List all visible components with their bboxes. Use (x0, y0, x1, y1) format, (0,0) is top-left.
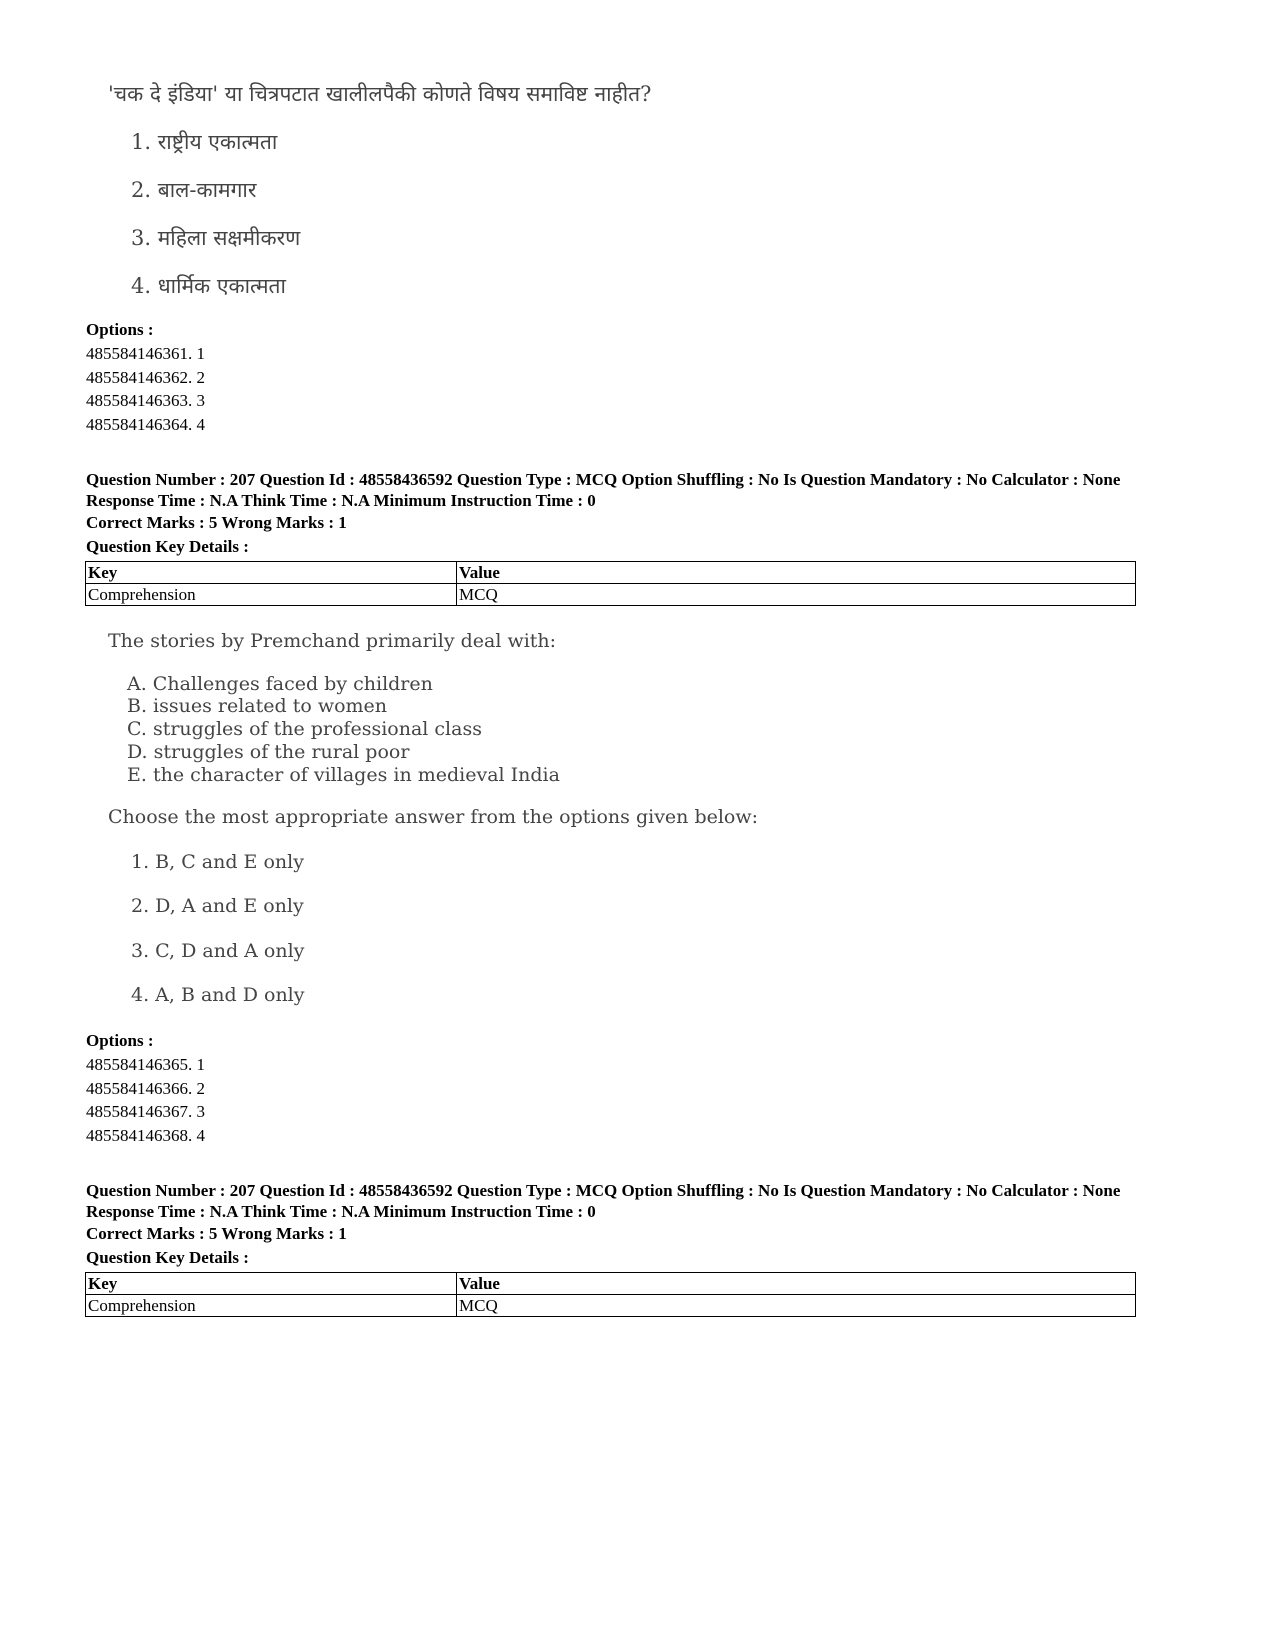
value-header: Value (457, 1273, 1136, 1295)
key-table-1 (85, 561, 1136, 606)
q2-statement-e: E. the character of villages in medieval India (127, 764, 560, 786)
key-details-label-2: Question Key Details : (86, 1248, 249, 1267)
key-cell: Comprehension (86, 584, 457, 606)
key-header: Key (86, 1273, 457, 1295)
value-cell: MCQ (457, 584, 1136, 606)
q2-instruction: Choose the most appropriate answer from the options given below: (108, 806, 759, 828)
q2-option-1: 485584146365. 1 (86, 1055, 205, 1074)
q1-option-4: 485584146364. 4 (86, 415, 205, 434)
marks-1: Correct Marks : 5 Wrong Marks : 1 (86, 513, 347, 532)
key-details-label-1: Question Key Details : (86, 537, 249, 556)
q1-choice-2: 2. बाल-कामगार (131, 178, 257, 202)
q2-statement-b: B. issues related to women (127, 695, 388, 717)
value-cell: MCQ (457, 1295, 1136, 1317)
q2-options-label: Options : (86, 1031, 154, 1050)
q2-statement-d: D. struggles of the rural poor (127, 741, 410, 763)
key-cell: Comprehension (86, 1295, 457, 1317)
q1-option-2: 485584146362. 2 (86, 368, 205, 387)
question-meta-2: Question Number : 207 Question Id : 48558436592 Question Type : MCQ Option Shuffling : No Is Question Mandatory : No Calculator : None Response Time : N.A Think Time : N.A Minimum Instruction Time : 0 (86, 1181, 1121, 1221)
q1-choice-1: 1. राष्ट्रीय एकात्मता (131, 130, 278, 154)
q1-option-3: 485584146363. 3 (86, 391, 205, 410)
value-header: Value (457, 562, 1136, 584)
question-meta-1: Question Number : 207 Question Id : 48558436592 Question Type : MCQ Option Shuffling : No Is Question Mandatory : No Calculator : None Response Time : N.A Think Time : N.A Minimum Instruction Time : 0 (86, 470, 1121, 510)
q2-choice-1: 1. B, C and E only (131, 851, 304, 873)
key-header: Key (86, 562, 457, 584)
q2-option-3: 485584146367. 3 (86, 1102, 205, 1121)
q1-choice-4: 4. धार्मिक एकात्मता (131, 274, 286, 298)
q2-option-2: 485584146366. 2 (86, 1079, 205, 1098)
key-table-2 (85, 1272, 1136, 1317)
q1-stem: 'चक दे इंडिया' या चित्रपटात खालीलपैकी कोणते विषय समाविष्ट नाहीत? (108, 82, 652, 106)
q1-options-label: Options : (86, 320, 154, 339)
q2-statement-c: C. struggles of the professional class (127, 718, 482, 740)
marks-2: Correct Marks : 5 Wrong Marks : 1 (86, 1224, 347, 1243)
q2-choice-3: 3. C, D and A only (131, 940, 305, 962)
q1-option-1: 485584146361. 1 (86, 344, 205, 363)
q2-statement-a: A. Challenges faced by children (127, 673, 433, 695)
q2-stem: The stories by Premchand primarily deal with: (108, 630, 557, 652)
q2-option-4: 485584146368. 4 (86, 1126, 205, 1145)
q2-choice-4: 4. A, B and D only (131, 984, 305, 1006)
q2-choice-2: 2. D, A and E only (131, 895, 304, 917)
q1-choice-3: 3. महिला सक्षमीकरण (131, 226, 301, 250)
